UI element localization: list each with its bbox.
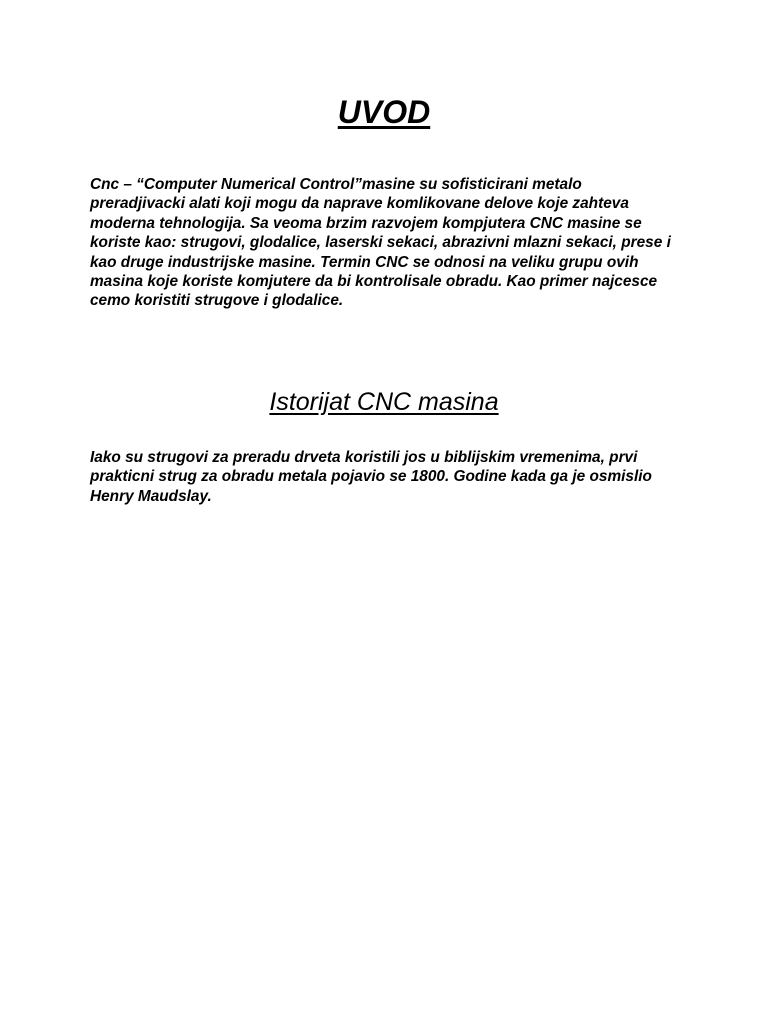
section-heading: Istorijat CNC masina [269, 388, 499, 416]
intro-paragraph: Cnc – “Computer Numerical Control”masine su sofisticirani metalo preradjivacki alati koji mogu da naprave komlikovane delove koje zahteva moderna tehnologija. Sa veoma brzim razvojem kompjutera CNC masine se koriste kao: strugovi, glodalice, laserski sekaci, abrazivni mlazni sekaci, prese i kao druge industrijske masine. Termin CNC se odnosi na veliku grupu ovih masina koje koriste komjutere da bi kontrolisale obradu. Kao primer najcesce cemo koristiti strugove i glodalice. [90, 176, 671, 310]
history-paragraph: Iako su strugovi za preradu drveta koristili jos u biblijskim vremenima, prvi prakticni strug za obradu metala pojavio se 1800. Godine kada ga je osmislio Henry Maudslay. [90, 449, 652, 505]
page-title: UVOD [337, 94, 431, 130]
